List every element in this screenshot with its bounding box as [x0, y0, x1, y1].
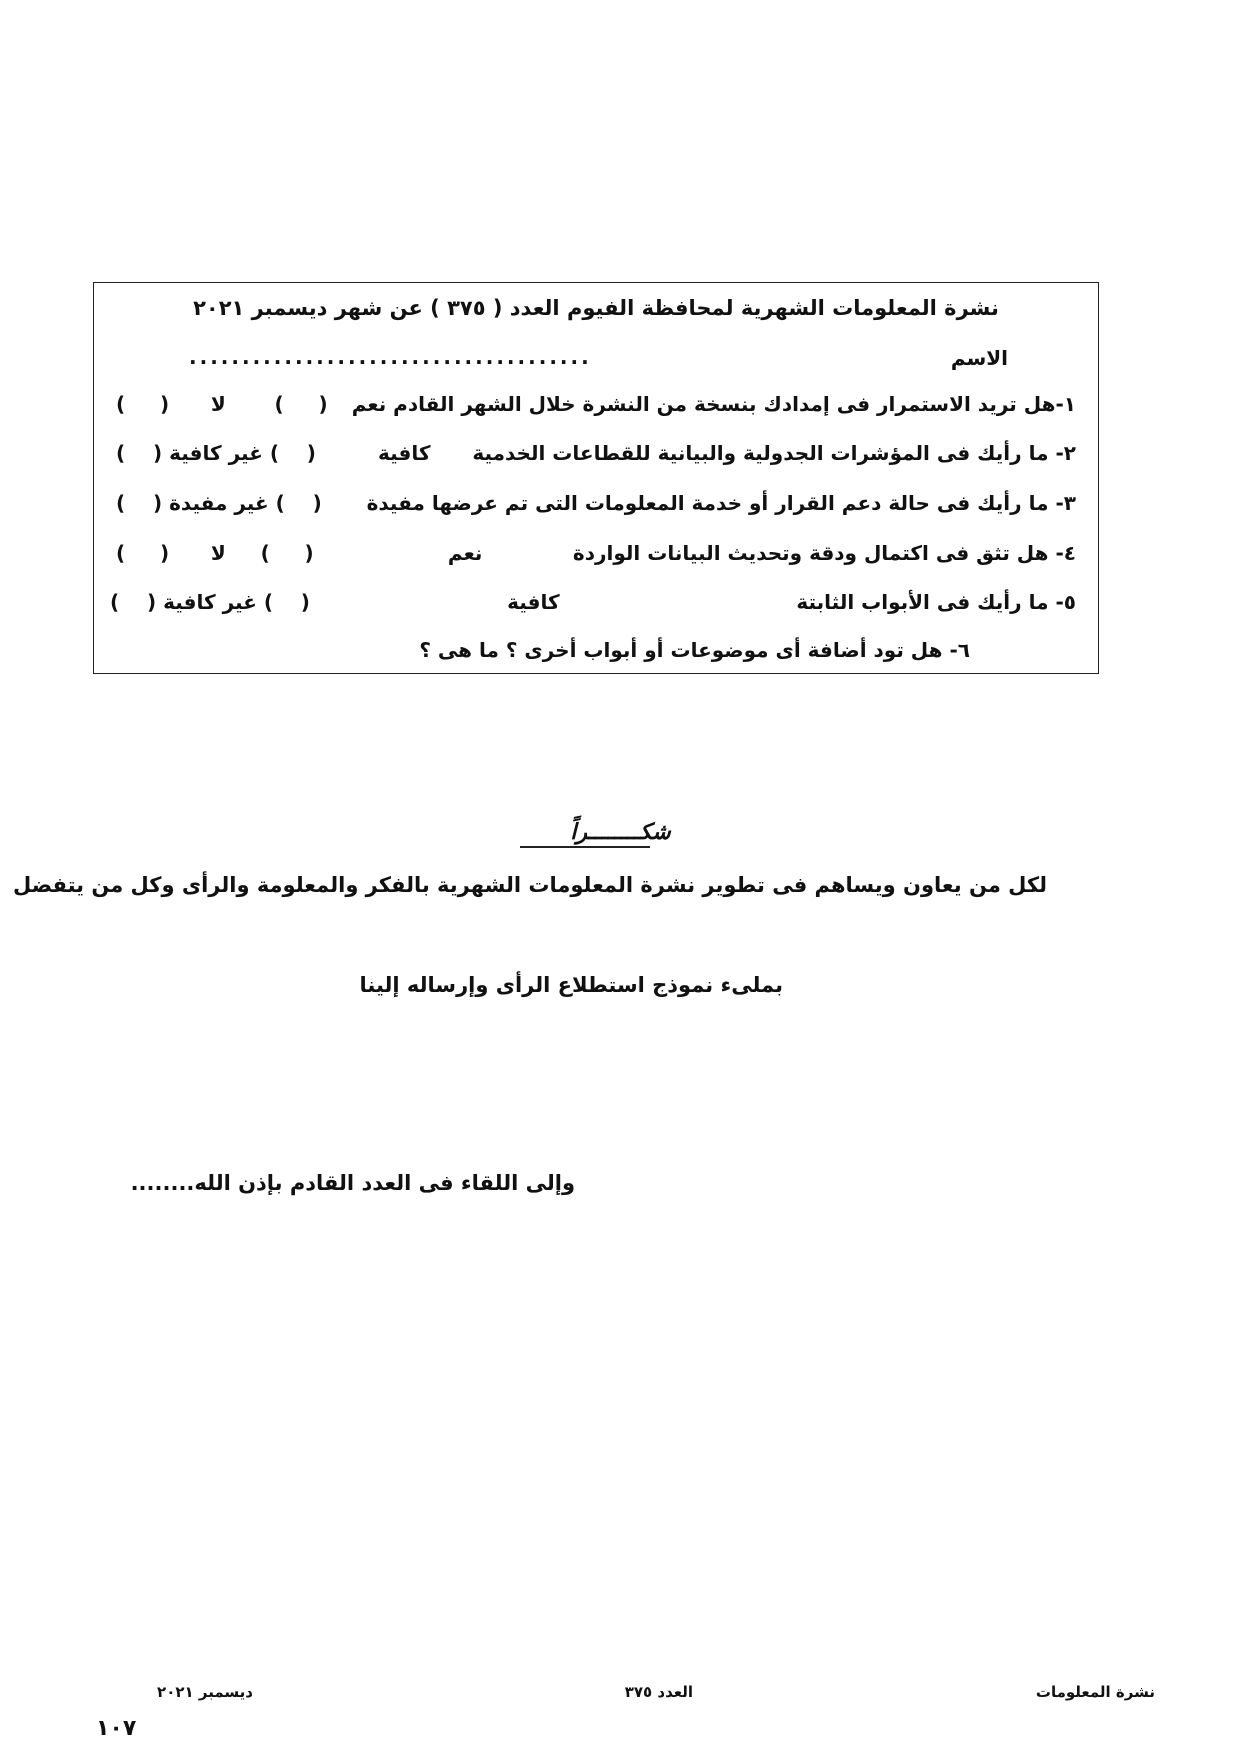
- question-4-options: ( ) لا ( ): [116, 541, 314, 565]
- question-5-text: ٥- ما رأيك فى الأبواب الثابتة كافية: [507, 590, 1076, 614]
- question-5-options: ( ) غير كافية ( ): [110, 590, 310, 614]
- question-1-options: ( ) لا ( ): [116, 392, 328, 416]
- survey-form-box: [93, 282, 1099, 674]
- thanks-underline: [520, 846, 650, 848]
- page-number: ١٠٧: [96, 1716, 137, 1741]
- question-1-text: ١-هل تريد الاستمرار فى إمدادك بنسخة من النشرة خلال الشهر القادم نعم: [351, 392, 1076, 416]
- thanks-heading: شكــــــــراً: [570, 820, 671, 845]
- farewell-line: وإلى اللقاء فى العدد القادم بإذن الله........: [130, 1171, 575, 1195]
- name-field-dots: ......................................: [189, 345, 592, 369]
- question-2-text: ٢- ما رأيك فى المؤشرات الجدولية والبيانية للقطاعات الخدمية كافية: [378, 441, 1076, 465]
- name-label: الاسم: [950, 346, 1008, 370]
- question-3-options: ( ) غير مفيدة ( ): [116, 491, 322, 515]
- thanks-paragraph-line-2: بملىء نموذج استطلاع الرأى وإرساله إلينا: [359, 973, 783, 997]
- question-3-text: ٣- ما رأيك فى حالة دعم القرار أو خدمة المعلومات التى تم عرضها مفيدة: [366, 491, 1076, 515]
- question-6-text: ٦- هل تود أضافة أى موضوعات أو أبواب أخرى ؟ ما هى ؟: [419, 638, 970, 662]
- footer-issue-number: العدد ٣٧٥: [624, 1683, 693, 1701]
- footer-publication-name: نشرة المعلومات: [1035, 1683, 1155, 1701]
- thanks-paragraph-line-1: لكل من يعاون ويساهم فى تطوير نشرة المعلومات الشهرية بالفكر والمعلومة والرأى وكل من يتفضل: [13, 873, 1047, 897]
- survey-title: نشرة المعلومات الشهرية لمحافظة الفيوم العدد ( ٣٧٥ ) عن شهر ديسمبر ٢٠٢١: [193, 296, 999, 320]
- question-2-options: ( ) غير كافية ( ): [116, 441, 316, 465]
- footer-date: ديسمبر ٢٠٢١: [157, 1683, 253, 1701]
- question-4-text: ٤- هل تثق فى اكتمال ودقة وتحديث البيانات الواردة نعم: [447, 541, 1076, 565]
